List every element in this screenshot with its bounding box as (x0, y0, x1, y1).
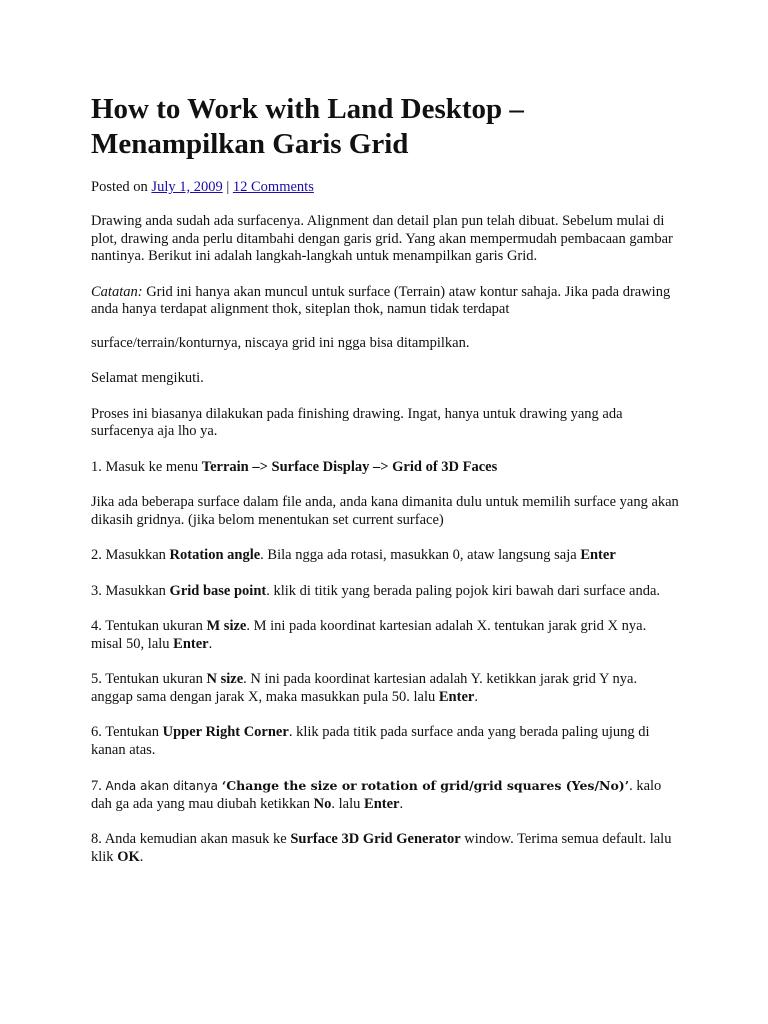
step-7-enter: Enter (364, 795, 400, 812)
step-6 (91, 724, 681, 759)
step-3-prefix: 3. Masukkan (91, 582, 170, 599)
note-text: Grid ini hanya akan muncul untuk surface (Terrain) ataw kontur sahaja. Jika pada drawing anda hanya terdapat alignment thok, siteplan thok, namun tidak terdapat (91, 283, 671, 317)
step-7-prompt-label: Anda akan ditanya (105, 779, 222, 793)
step-2 (91, 547, 681, 565)
step-5-enter: Enter (438, 688, 475, 705)
step-1-prefix: 1. Masuk ke menu (91, 458, 202, 475)
note-paragraph (91, 284, 681, 319)
step-7 (91, 777, 681, 813)
step-7-no: No (313, 795, 332, 812)
step-5 (91, 671, 681, 706)
step-2-bold: Rotation angle (169, 547, 261, 563)
step-7-prompt: ‘Change the size or rotation of grid/grid squares (Yes/No)’ (221, 778, 630, 793)
step-3-bold: Grid base point (169, 582, 267, 599)
step-8-text: window. Terima semua default. lalu klik (91, 831, 672, 865)
step-2-prefix: 2. Masukkan (91, 547, 170, 563)
step-2-enter: Enter (580, 547, 616, 563)
greeting-paragraph: Selamat mengikuti. (91, 370, 204, 386)
meta-separator: | (226, 179, 230, 195)
step-5-prefix: 5. Tentukan ukuran (91, 671, 207, 687)
step-4-bold: M size (206, 618, 247, 634)
step-8-end: . (139, 848, 144, 865)
step-8-bold: Surface 3D Grid Generator (290, 831, 461, 847)
step-1-note: Jika ada beberapa surface dalam file anda, anda kana dimanita dulu untuk memilih surface yang akan dikasih gridnya. (jika belom menentukan set current surface) (91, 494, 679, 528)
posted-on-label: Posted on (91, 179, 148, 195)
comments-link[interactable]: 12 Comments (232, 179, 314, 195)
title-line-2: Menampilkan Garis Grid (91, 128, 409, 160)
step-4 (91, 618, 681, 653)
step-2-text: . Bila ngga ada rotasi, masukkan 0, ataw langsung saja (260, 547, 581, 563)
step-7-text-2: . lalu (331, 795, 365, 812)
step-6-bold: Upper Right Corner (162, 724, 289, 740)
step-8-ok: OK (117, 848, 140, 865)
process-note-paragraph: Proses ini biasanya dilakukan pada finishing drawing. Ingat, hanya untuk drawing yang ada surfacenya aja lho ya. (91, 405, 623, 439)
step-3-text: . klik di titik yang berada paling pojok kiri bawah dari surface anda. (266, 582, 661, 599)
step-6-prefix: 6. Tentukan (91, 724, 163, 740)
step-5-end: . (474, 688, 478, 705)
step-3 (91, 583, 681, 601)
step-7-text: . kalo dah ga ada yang mau diubah ketikkan (91, 778, 662, 812)
step-5-bold: N size (206, 671, 244, 687)
post-meta (91, 178, 681, 196)
intro-paragraph: Drawing anda sudah ada surfacenya. Alignment dan detail plan pun telah dibuat. Sebelum mulai di plot, drawing anda perlu ditambahi dengan garis grid. Yang akan mempermudah pembacaan gambar nantinya. Berikut ini adalah langkah-langkah untuk menampilkan garis Grid. (91, 213, 673, 264)
step-4-enter: Enter (173, 635, 209, 652)
article (91, 92, 681, 884)
page-title (91, 92, 681, 162)
step-1 (91, 459, 681, 477)
note-label: Catatan: (91, 283, 143, 300)
step-1-menu-path: Terrain –> Surface Display –> Grid of 3D Faces (201, 458, 498, 475)
step-5-text: . N ini pada koordinat kartesian adalah Y. ketikkan jarak grid Y nya. anggap sama dengan jarak X, maka masukkan pula 50. lalu (91, 671, 638, 705)
step-4-prefix: 4. Tentukan ukuran (91, 618, 207, 634)
step-8 (91, 831, 681, 866)
post-date-link[interactable]: July 1, 2009 (151, 179, 223, 195)
step-8-prefix: 8. Anda kemudian akan masuk ke (91, 831, 291, 847)
step-7-end: . (399, 795, 404, 812)
step-4-text: . M ini pada koordinat kartesian adalah X. tentukan jarak grid X nya. misal 50, lalu (91, 618, 647, 652)
step-6-text: . klik pada titik pada surface anda yang berada paling ujung di kanan atas. (91, 724, 650, 758)
step-4-end: . (208, 635, 213, 652)
note-continued-paragraph: surface/terrain/konturnya, niscaya grid ini ngga bisa ditampilkan. (91, 334, 470, 351)
step-7-prefix: 7. (91, 778, 106, 794)
title-line-1: How to Work with Land Desktop – (91, 93, 524, 125)
